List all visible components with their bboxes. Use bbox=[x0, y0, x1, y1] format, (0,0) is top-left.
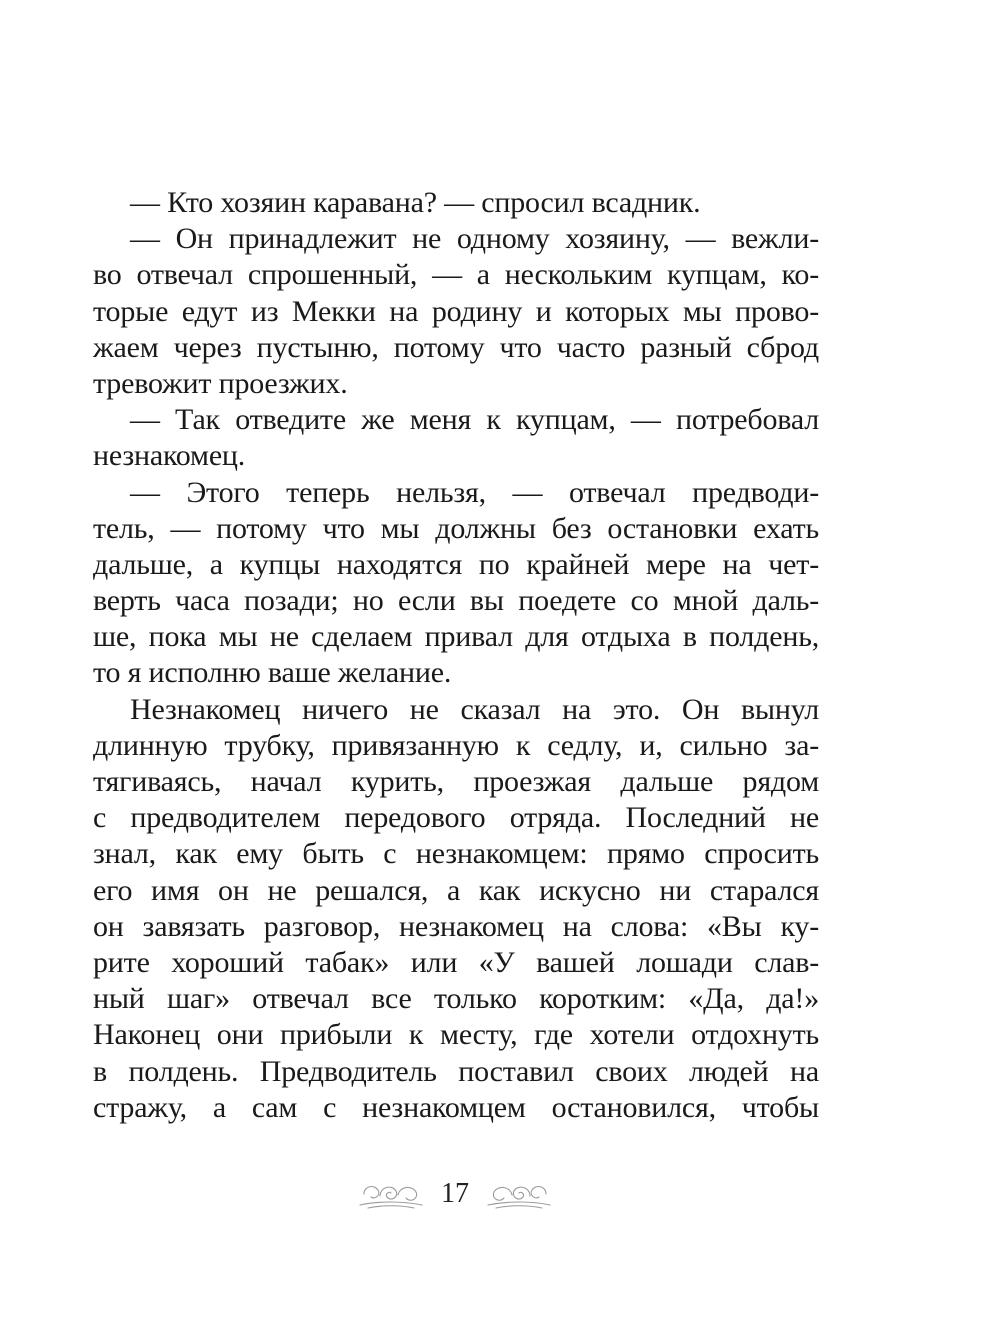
text-line: Наконец они прибыли к месту, где хотели отдохнуть bbox=[93, 1018, 819, 1052]
text-line: — Кто хозяин каравана? — спросил всадник. bbox=[130, 186, 701, 219]
page-body-text bbox=[93, 185, 819, 1126]
text-line: верть часа позади; но если вы поедете со мной даль- bbox=[93, 584, 819, 618]
text-line: — Так отведите же меня к купцам, — потребовал bbox=[130, 403, 819, 437]
page-number: 17 bbox=[441, 1178, 469, 1209]
page-footer bbox=[0, 1172, 1000, 1222]
text-line: длинную трубку, привязанную к седлу, и, сильно за- bbox=[93, 728, 819, 762]
text-line: ный шаг» отвечал все только коротким: «Да, да!» bbox=[93, 982, 819, 1016]
text-line: тель, — потому что мы должны без остановки ехать bbox=[93, 511, 819, 545]
text-line: он завязать разговор, незнакомец на слова: «Вы ку- bbox=[93, 909, 819, 943]
text-line: торые едут из Мекки на родину и которых мы прово- bbox=[93, 294, 819, 328]
swirl-ornament-icon bbox=[358, 1174, 424, 1214]
text-line: жаем через пустыню, потому что часто разный сброд bbox=[93, 330, 819, 364]
text-line: ше, пока мы не сделаем привал для отдыха в полдень, bbox=[93, 620, 819, 654]
text-line: тягиваясь, начал курить, проезжая дальше рядом bbox=[93, 765, 819, 798]
text-line: — Этого теперь нельзя, — отвечал предводи- bbox=[130, 475, 819, 509]
swirl-ornament-icon bbox=[486, 1174, 552, 1214]
text-line: с предводителем передового отряда. Последний не bbox=[93, 801, 819, 835]
text-line: — Он принадлежит не одному хозяину, — вежли- bbox=[130, 222, 819, 256]
text-line: во отвечал спрошенный, — а нескольким купцам, ко- bbox=[93, 258, 819, 292]
text-line: стражу, а сам с незнакомцем остановился, чтобы bbox=[93, 1090, 819, 1124]
text-line: дальше, а купцы находятся по крайней мере на чет- bbox=[93, 547, 819, 581]
text-line: его имя он не решался, а как искусно ни старался bbox=[93, 873, 819, 907]
text-line: знал, как ему быть с незнакомцем: прямо спросить bbox=[93, 837, 819, 871]
text-line: Незнакомец ничего не сказал на это. Он вынул bbox=[130, 692, 819, 726]
text-line: рите хороший табак» или «У вашей лошади слав- bbox=[93, 945, 819, 979]
text-line: в полдень. Предводитель поставил своих людей на bbox=[93, 1054, 819, 1088]
text-line: тревожит проезжих. bbox=[93, 366, 348, 400]
text-line: то я исполню ваше желание. bbox=[93, 656, 452, 690]
text-line: незнакомец. bbox=[93, 439, 246, 473]
